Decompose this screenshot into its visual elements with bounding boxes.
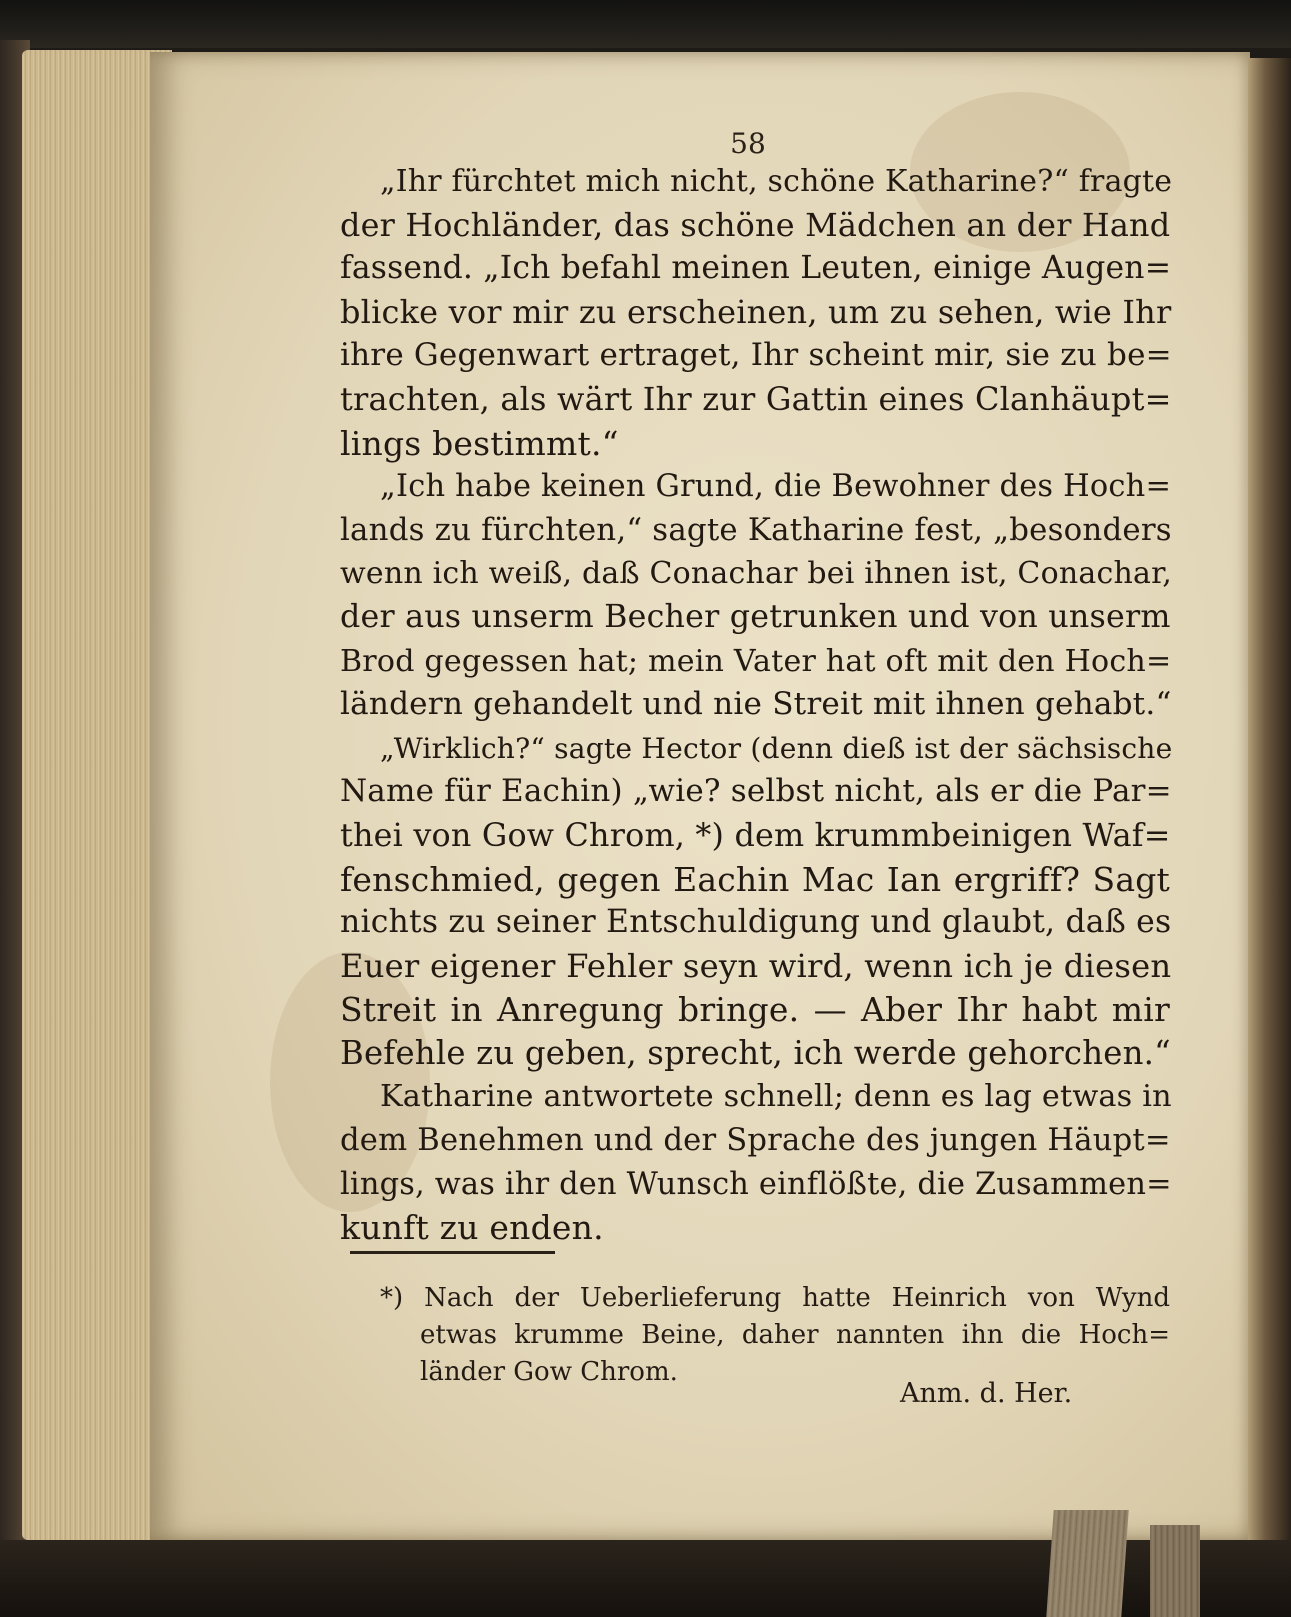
text-line: „Ich habe keinen Grund, die Bewohner des Hoch= [380, 469, 1172, 505]
text-line: trachten, als wärt Ihr zur Gattin eines Clanhäupt= [340, 379, 1172, 418]
book-cover-top [0, 0, 1291, 48]
book-edge-right [1248, 58, 1291, 1548]
text-line: thei von Gow Chrom, *) dem krummbeinigen Waf= [340, 816, 1171, 854]
text-line: fassend. „Ich befahl meinen Leuten, einige Augen= [340, 250, 1172, 287]
text-line: lings, was ihr den Wunsch einflößte, die Zusammen= [340, 1166, 1172, 1202]
text-line: „Ihr fürchtet mich nicht, schöne Katharine?“ fragte [380, 164, 1173, 199]
text-line: nichts zu seiner Entschuldigung und glaubt, daß es [340, 904, 1172, 941]
text-line: Brod gegessen hat; mein Vater hat oft mit den Hoch= [340, 643, 1172, 679]
text-line: Name für Eachin) „wie? selbst nicht, als er die Par= [340, 773, 1172, 810]
footnote-line: länder Gow Chrom. [420, 1357, 678, 1387]
text-line: der Hochländer, das schöne Mädchen an der Hand [340, 205, 1171, 244]
text-line: Streit in Anregung bringe. — Aber Ihr habt mir [340, 990, 1170, 1030]
text-line: dem Benehmen und der Sprache des jungen Häupt= [340, 1123, 1171, 1159]
footnote-line: *) Nach der Ueberlieferung hatte Heinrich von Wynd [380, 1283, 1170, 1313]
footnote-signature: Anm. d. Her. [900, 1378, 1073, 1409]
text-line: Befehle zu geben, sprecht, ich werde gehorchen.“ [340, 1033, 1171, 1072]
footnote-line: etwas krumme Beine, daher nannten ihn die Hoch= [420, 1320, 1170, 1350]
text-line: lings bestimmt.“ [340, 423, 619, 463]
text-line: ihre Gegenwart ertraget, Ihr scheint mir, sie zu be= [340, 337, 1172, 374]
text-line: ländern gehandelt und nie Streit mit ihnen gehabt.“ [340, 686, 1172, 723]
page-number: 58 [730, 127, 766, 160]
text-line: „Wirklich?“ sagte Hector (denn dieß ist der sächsische [380, 731, 1173, 765]
text-line: kunft zu enden. [340, 1208, 604, 1248]
text-line: blicke vor mir zu erscheinen, um zu sehen, wie Ihr [340, 292, 1172, 331]
text-line: Euer eigener Fehler seyn wird, wenn ich je diesen [340, 946, 1172, 985]
footnote-rule [350, 1251, 555, 1254]
text-line: wenn ich weiß, daß Conachar bei ihnen ist, Conachar, [340, 556, 1173, 592]
text-line: lands zu fürchten,“ sagte Katharine fest, „besonders [340, 511, 1172, 548]
ribbon-bookmark [1046, 1510, 1128, 1617]
ribbon-bookmark [1150, 1525, 1200, 1617]
body-text [340, 160, 1173, 1250]
text-line: fenschmied, gegen Eachin Mac Ian ergriff? Sagt [340, 859, 1170, 899]
text-line: Katharine antwortete schnell; denn es lag etwas in [380, 1079, 1172, 1115]
footnote [380, 1280, 1170, 1391]
text-line: der aus unserm Becher getrunken und von unserm [340, 598, 1171, 635]
